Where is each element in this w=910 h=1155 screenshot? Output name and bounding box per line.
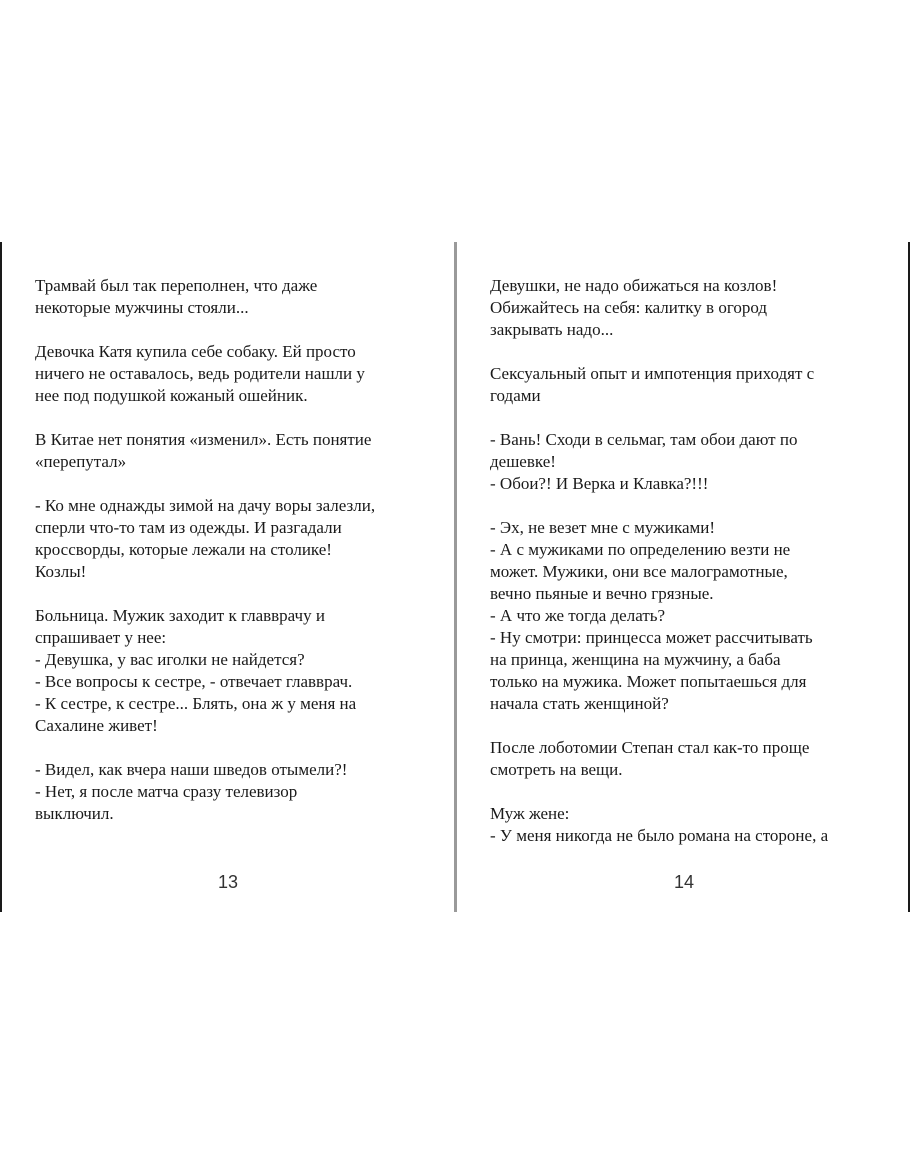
text-line: Девочка Катя купила себе собаку. Ей просто [35, 342, 356, 361]
text-line: на принца, женщина на мужчину, а баба [490, 650, 781, 669]
text-line: Больница. Мужик заходит к главврачу и [35, 606, 325, 625]
text-line: Муж жене: [490, 804, 570, 823]
text-line: - Видел, как вчера наши шведов отымели?! [35, 760, 348, 779]
page-number-right: 14 [673, 872, 695, 892]
paragraph [35, 275, 430, 319]
text-line: Обижайтесь на себя: калитку в огород [490, 298, 768, 317]
text-line: может. Мужики, они все малограмотные, [490, 562, 788, 581]
text-line: - А что же тогда делать? [490, 606, 666, 625]
page-edge-left [0, 242, 2, 912]
text-line: смотреть на вещи. [490, 760, 623, 779]
text-line: Сексуальный опыт и импотенция приходят с [490, 364, 815, 383]
text-line: «перепутал» [35, 452, 127, 471]
text-line: - Вань! Сходи в сельмаг, там обои дают по [490, 430, 798, 449]
text-line: сперли что-то там из одежды. И разгадали [35, 518, 342, 537]
paragraph [490, 429, 885, 495]
left-page [35, 275, 430, 847]
text-line: - Ко мне однажды зимой на дачу воры залезли, [35, 496, 376, 515]
text-line: дешевке! [490, 452, 556, 471]
text-line: - Все вопросы к сестре, - отвечает главврач. [35, 672, 353, 691]
text-line: Трамвай был так переполнен, что даже [35, 276, 318, 295]
text-line: - Ну смотри: принцесса может рассчитывать [490, 628, 813, 647]
text-line: некоторые мужчины стояли... [35, 298, 249, 317]
paragraph [35, 605, 430, 737]
text-line: - Эх, не везет мне с мужиками! [490, 518, 716, 537]
text-line: Сахалине живет! [35, 716, 158, 735]
text-line: закрывать надо... [490, 320, 614, 339]
text-line: Девушки, не надо обижаться на козлов! [490, 276, 778, 295]
text-line: выключил. [35, 804, 114, 823]
text-line: кроссворды, которые лежали на столике! [35, 540, 332, 559]
page-number-left: 13 [217, 872, 239, 892]
text-line: После лоботомии Степан стал как-то проще [490, 738, 810, 757]
paragraph [490, 363, 885, 407]
paragraph [490, 275, 885, 341]
text-line: начала стать женщиной? [490, 694, 669, 713]
text-line: ничего не оставалось, ведь родители нашли у [35, 364, 365, 383]
paragraph [35, 495, 430, 583]
paragraph [490, 517, 885, 715]
book-spread [0, 242, 910, 912]
text-line: Козлы! [35, 562, 87, 581]
text-line: вечно пьяные и вечно грязные. [490, 584, 714, 603]
paragraph [490, 737, 885, 781]
text-line: только на мужика. Может попытаешься для [490, 672, 807, 691]
paragraph [35, 341, 430, 407]
text-line: - У меня никогда не было романа на стороне, а [490, 826, 829, 845]
paragraph [35, 759, 430, 825]
text-line: В Китае нет понятия «изменил». Есть понятие [35, 430, 372, 449]
text-line: спрашивает у нее: [35, 628, 167, 647]
right-page [490, 275, 885, 869]
text-line: - Девушка, у вас иголки не найдется? [35, 650, 305, 669]
text-line: - К сестре, к сестре... Блять, она ж у меня на [35, 694, 357, 713]
paragraph [35, 429, 430, 473]
text-line: годами [490, 386, 541, 405]
text-line: нее под подушкой кожаный ошейник. [35, 386, 308, 405]
text-line: - Нет, я после матча сразу телевизор [35, 782, 298, 801]
paragraph [490, 803, 885, 847]
text-line: - А с мужиками по определению везти не [490, 540, 791, 559]
text-line: - Обои?! И Верка и Клавка?!!! [490, 474, 709, 493]
book-spine [454, 242, 457, 912]
